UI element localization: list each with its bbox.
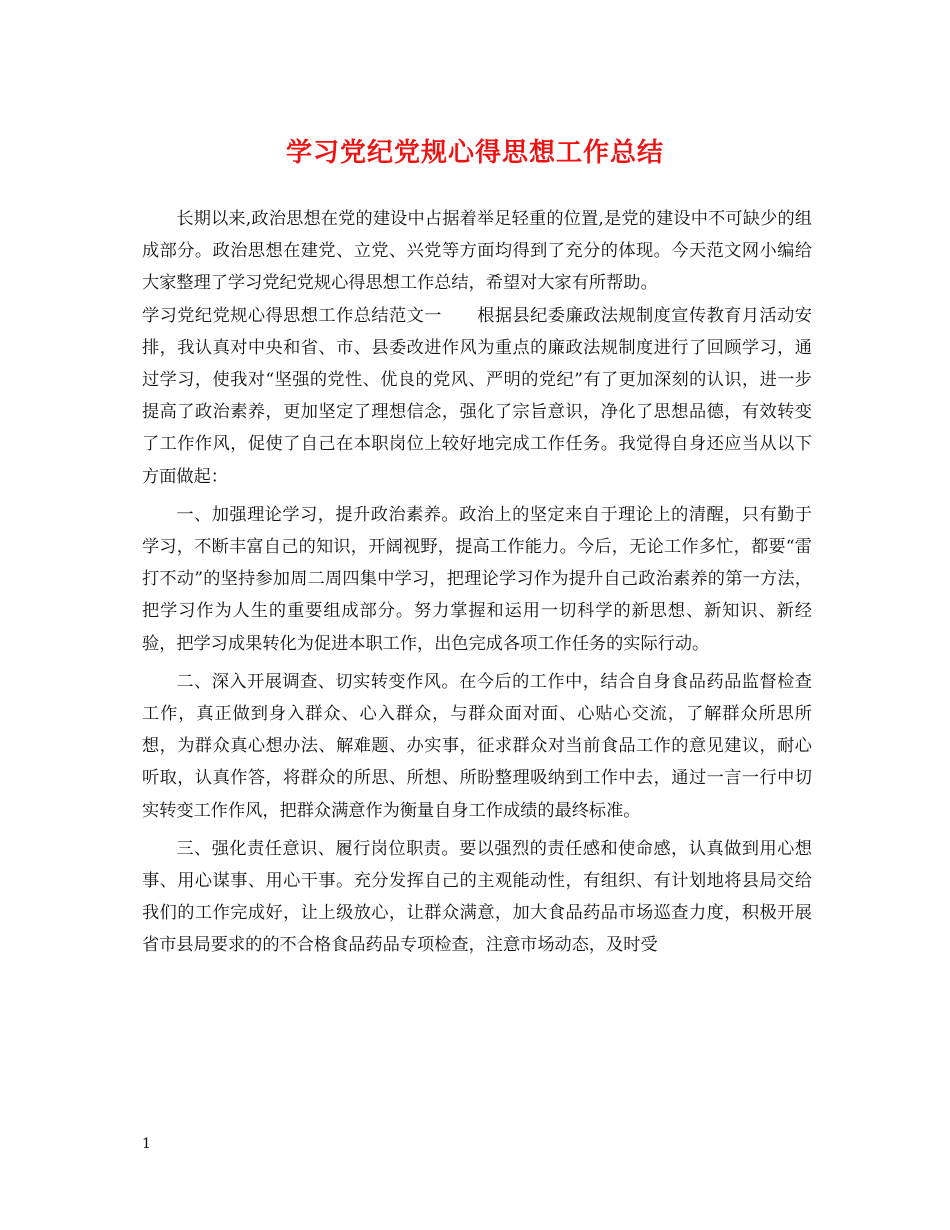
- paragraph-point-one: 一、加强理论学习，提升政治素养。政治上的坚定来自于理论上的清醒，只有勤于学习，不断丰富自己的知识，开阔视野，提高工作能力。今后，无论工作多忙，都要“雷打不动”的坚持参加周二周四集中学习，把理论学习作为提升自己政治素养的第一方法，把学习作为人生的重要组成部分。努力掌握和运用一切科学的新思想、新知识、新经验，把学习成果转化为促进本职工作，出色完成各项工作任务的实际行动。: [142, 504, 812, 654]
- paragraph-sample-one: 学习党纪党规心得思想工作总结范文一 根据县纪委廉政法规制度宣传教育月活动安排，我认真对中央和省、市、县委改进作风为重点的廉政法规制度进行了回顾学习，通过学习，使我对“坚强的党性、优良的党风、严明的党纪”有了更加深刻的认识，进一步提高了政治素养，更加坚定了理想信念，强化了宗旨意识，净化了思想品德，有效转变了工作作风，促使了自己在本职岗位上较好地完成工作任务。我觉得自身还应当从以下方面做起：: [142, 305, 812, 487]
- page-number: 1: [142, 1136, 151, 1152]
- paragraph-intro: 长期以来,政治思想在党的建设中占据着举足轻重的位置,是党的建设中不可缺少的组成部分。政治思想在建党、立党、兴党等方面均得到了充分的体现。今天范文网小编给大家整理了学习党纪党规心得思想工作总结，希望对大家有所帮助。: [142, 209, 812, 294]
- document-body: [142, 203, 812, 962]
- paragraph-point-three: 三、强化责任意识、履行岗位职责。要以强烈的责任感和使命感，认真做到用心想事、用心谋事、用心干事。充分发挥自己的主观能动性，有组织、有计划地将县局交给我们的工作完成好，让上级放心，让群众满意，加大食品药品市场巡查力度，积极开展省市县局要求的的不合格食品药品专项检查，注意市场动态，及时受: [142, 838, 812, 956]
- document-title: 学习党纪党规心得思想工作总结: [285, 138, 664, 168]
- paragraph-point-two: 二、深入开展调查、切实转变作风。在今后的工作中，结合自身食品药品监督检查工作，真正做到身入群众、心入群众，与群众面对面、心贴心交流，了解群众所思所想，为群众真心想办法、解难题、办实事，征求群众对当前食品工作的意见建议，耐心听取，认真作答，将群众的所思、所想、所盼整理吸纳到工作中去，通过一言一行中切实转变工作作风，把群众满意作为衡量自身工作成绩的最终标准。: [142, 671, 812, 821]
